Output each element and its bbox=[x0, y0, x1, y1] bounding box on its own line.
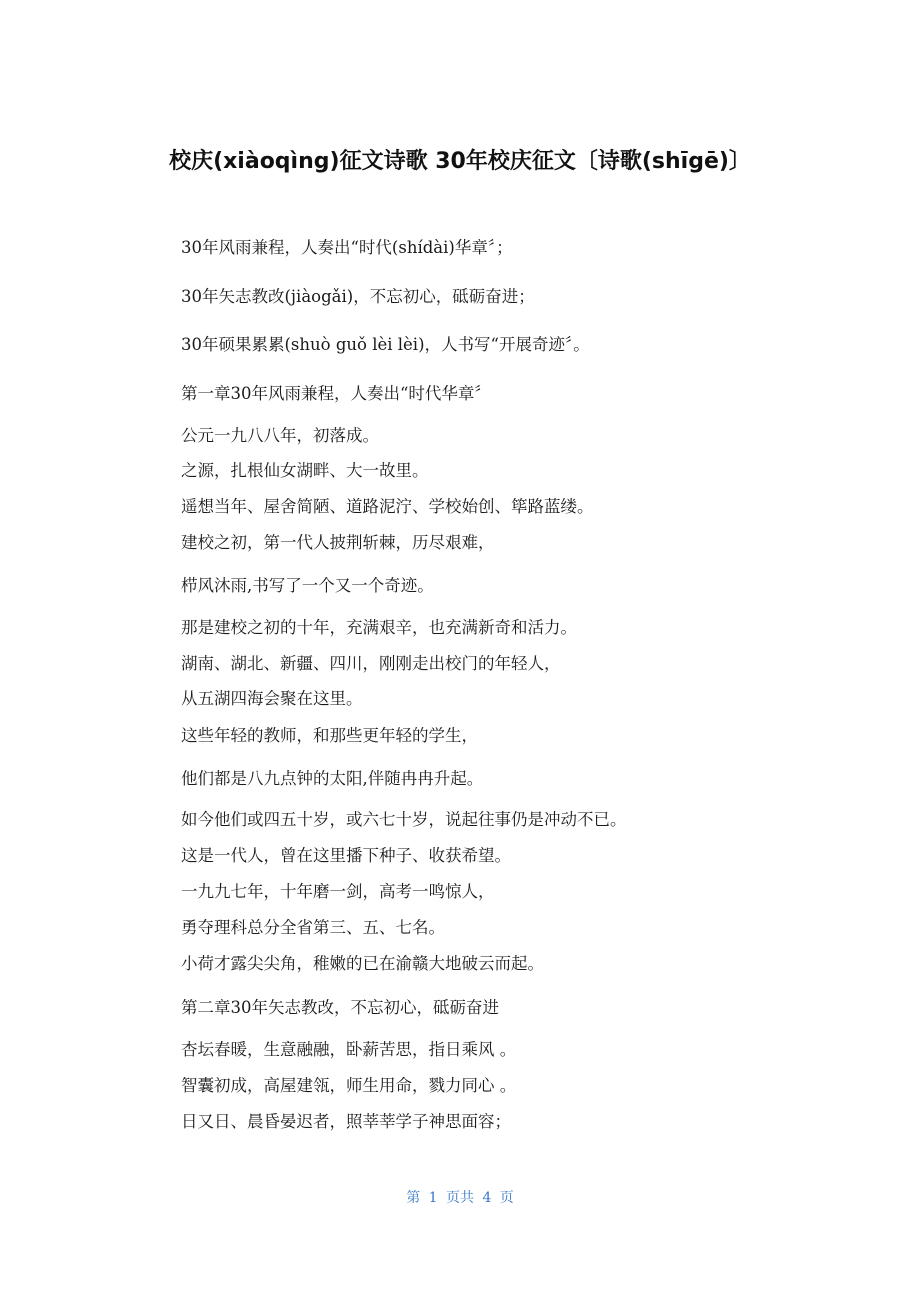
chapter-heading: 第二章30年矢志教改，不忘初心，砥砺奋进 bbox=[181, 998, 499, 1017]
body-line: 栉风沐雨,书写了一个又一个奇迹。 bbox=[181, 576, 434, 595]
body-line: 如今他们或四五十岁，或六七十岁，说起往事仍是冲动不已。 bbox=[181, 810, 627, 829]
body-line: 从五湖四海会聚在这里。 bbox=[181, 689, 363, 708]
body-line: 勇夺理科总分全省第三、五、七名。 bbox=[181, 918, 445, 937]
body-line: 他们都是八九点钟的太阳,伴随冉冉升起。 bbox=[181, 769, 484, 788]
body-line: 这些年轻的教师，和那些更年轻的学生， bbox=[181, 726, 478, 745]
body-line: 之源，扎根仙女湖畔、大一故里。 bbox=[181, 461, 429, 480]
body-line: 这是一代人，曾在这里播下种子、收获希望。 bbox=[181, 846, 511, 865]
body-line: 杏坛春暖，生意融融，卧薪苦思，指日乘风 。 bbox=[181, 1040, 517, 1059]
body-line: 小荷才露尖尖角，稚嫩的已在渝赣大地破云而起。 bbox=[181, 954, 544, 973]
body-line: 湖南、湖北、新疆、四川，刚刚走出校门的年轻人， bbox=[181, 654, 561, 673]
body-line: 30年矢志教改(jiàogǎi)，不忘初心，砥砺奋进； bbox=[181, 287, 535, 306]
chapter-heading: 第一章30年风雨兼程，人奏出“时代华章〞 bbox=[181, 384, 491, 403]
body-line: 日又日、晨昏晏迟者，照莘莘学子神思面容； bbox=[181, 1112, 511, 1131]
body-line: 公元一九八八年，初落成。 bbox=[181, 426, 379, 445]
body-line: 一九九七年，十年磨一剑，高考一鸣惊人， bbox=[181, 882, 495, 901]
body-line: 智囊初成，高屋建瓴，师生用命，戮力同心 。 bbox=[181, 1076, 517, 1095]
body-line: 遥想当年、屋舍简陋、道路泥泞、学校始创、筚路蓝缕。 bbox=[181, 497, 594, 516]
document-title: 校庆(xiàoqìng)征文诗歌 30年校庆征文〔诗歌(shīgē)〕 bbox=[169, 149, 751, 174]
body-line: 30年风雨兼程，人奏出“时代(shídài)华章〞； bbox=[181, 238, 513, 257]
body-line: 30年硕果累累(shuò guǒ lèi lèi)，人书写“开展奇迹〞。 bbox=[181, 335, 590, 354]
body-line: 建校之初，第一代人披荆斩棘，历尽艰难， bbox=[181, 533, 495, 552]
page-footer: 第 1 页共 4 页 bbox=[406, 1190, 514, 1206]
body-line: 那是建校之初的十年，充满艰辛，也充满新奇和活力。 bbox=[181, 618, 577, 637]
